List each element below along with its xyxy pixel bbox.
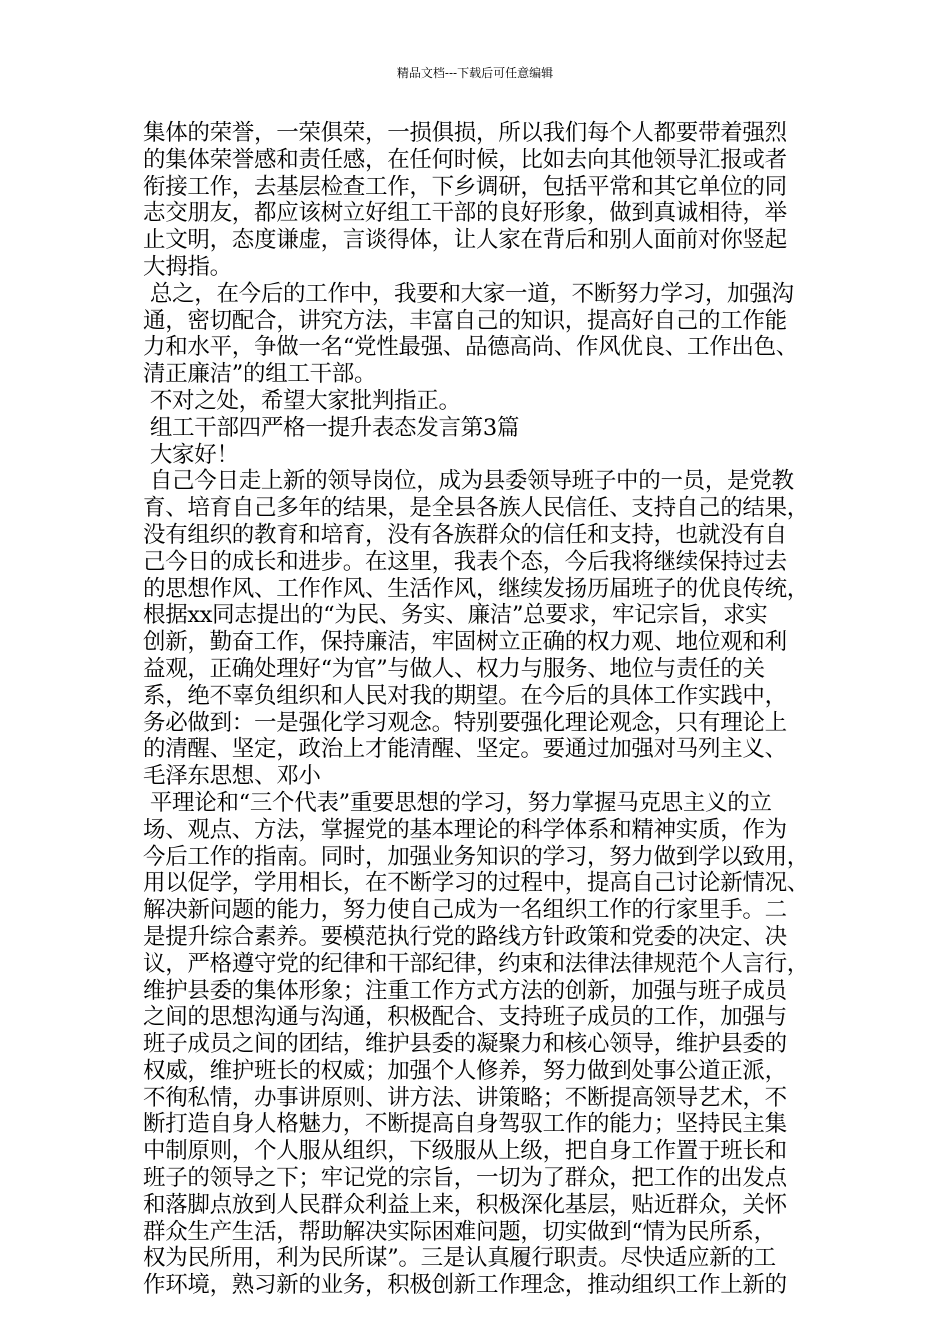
page-header: 精品文档---下载后可任意编辑 [396,66,554,80]
text-line: 益观，正确处理好“为官”与做人、权力与服务、地位与责任的关 [143,655,765,682]
text-line: 今后工作的指南。同时，加强业务知识的学习，努力做到学以致用， [143,843,810,870]
section-heading: 组工干部四严格一提升表态发言第3篇 [143,414,520,441]
text-line: 断打造自身人格魅力，不断提高自身驾驭工作的能力；坚持民主集 [143,1111,787,1138]
text-line: 衔接工作，去基层检查工作，下乡调研，包括平常和其它单位的同 [143,173,787,200]
text-line: 没有组织的教育和培育，没有各族群众的信任和支持，也就没有自 [143,521,787,548]
text-line: 务必做到：一是强化学习观念。特别要强化理论观念，只有理论上 [143,709,787,736]
text-line: 解决新问题的能力，努力使自己成为一名组织工作的行家里手。二 [143,897,787,924]
text-line: 的集体荣誉感和责任感，在任何时候，比如去向其他领导汇报或者 [143,146,787,173]
text-line: 止文明，态度谦虚，言谈得体，让人家在背后和别人面前对你竖起 [143,227,787,254]
text-line: 自己今日走上新的领导岗位，成为县委领导班子中的一员，是党教 [143,468,794,495]
text-line: 议，严格遵守党的纪律和干部纪律，约束和法律法律规范个人言行， [143,950,810,977]
text-line: 育、培育自己多年的结果，是全县各族人民信任、支持自己的结果， [143,495,810,522]
text-line: 的清醒、坚定，政治上才能清醒、坚定。要通过加强对马列主义、 [143,736,787,763]
text-line: 集体的荣誉，一荣俱荣，一损俱损，所以我们每个人都要带着强烈 [143,120,787,146]
document-body [143,120,813,1299]
text-line: 班子的领导之下；牢记党的宗旨，一切为了群众，把工作的出发点 [143,1165,787,1192]
text-line: 平理论和“三个代表”重要思想的学习，努力掌握马克思主义的立 [143,789,772,816]
text-line: 创新，勤奋工作，保持廉洁，牢固树立正确的权力观、地位观和利 [143,629,787,656]
text-line: 场、观点、方法，掌握党的基本理论的科学体系和精神实质，作为 [143,816,787,843]
text-line: 毛泽东思想、邓小 [143,763,321,790]
text-line: 己今日的成长和进步。在这里，我表个态，今后我将继续保持过去 [143,548,787,575]
text-line: 总之，在今后的工作中，我要和大家一道，不断努力学习，加强沟 [143,280,794,307]
text-line: 中制原则，个人服从组织，下级服从上级，把自身工作置于班长和 [143,1138,787,1165]
text-line: 是提升综合素养。要模范执行党的路线方针政策和党委的决定、决 [143,923,787,950]
text-line: 力和水平，争做一名“党性最强、品德高尚、作风优良、工作出色、 [143,334,799,361]
text-line: 根据xx同志提出的“为民、务实、廉洁”总要求，牢记宗旨，求实 [143,602,768,629]
text-line: 大家好！ [143,441,239,468]
text-line: 班子成员之间的团结，维护县委的凝聚力和核心领导，维护县委的 [143,1031,787,1058]
text-line: 的思想作风、工作作风、生活作风，继续发扬历届班子的优良传统， [143,575,810,602]
text-line: 不对之处，希望大家批判指正。 [143,387,461,414]
text-line: 和落脚点放到人民群众利益上来，积极深化基层，贴近群众，关怀 [143,1191,787,1218]
text-line: 维护县委的集体形象；注重工作方式方法的创新，加强与班子成员 [143,977,787,1004]
text-line: 系，绝不辜负组织和人民对我的期望。在今后的具体工作实践中， [143,682,787,709]
text-line: 大拇指。 [143,253,232,280]
text-line: 权为民所用，利为民所谋”。三是认真履行职责。尽快适应新的工 [143,1245,776,1272]
text-line: 作环境，熟习新的业务，积极创新工作理念，推动组织工作上新的 [143,1272,787,1299]
text-line: 之间的思想沟通与沟通，积极配合、支持班子成员的工作，加强与 [143,1004,787,1031]
text-line: 不徇私情，办事讲原则、讲方法、讲策略；不断提高领导艺术，不 [143,1084,787,1111]
text-line: 通，密切配合，讲究方法，丰富自己的知识，提高好自己的工作能 [143,307,787,334]
text-line: 群众生产生活，帮助解决实际困难问题，切实做到“情为民所系， [143,1218,776,1245]
text-line: 用以促学，学用相长，在不断学习的过程中，提高自己讨论新情况、 [143,870,810,897]
text-line: 清正廉洁”的组工干部。 [143,361,377,388]
text-line: 志交朋友，都应该树立好组工干部的良好形象，做到真诚相待，举 [143,200,787,227]
text-line: 权威，维护班长的权威；加强个人修养，努力做到处事公道正派， [143,1057,787,1084]
